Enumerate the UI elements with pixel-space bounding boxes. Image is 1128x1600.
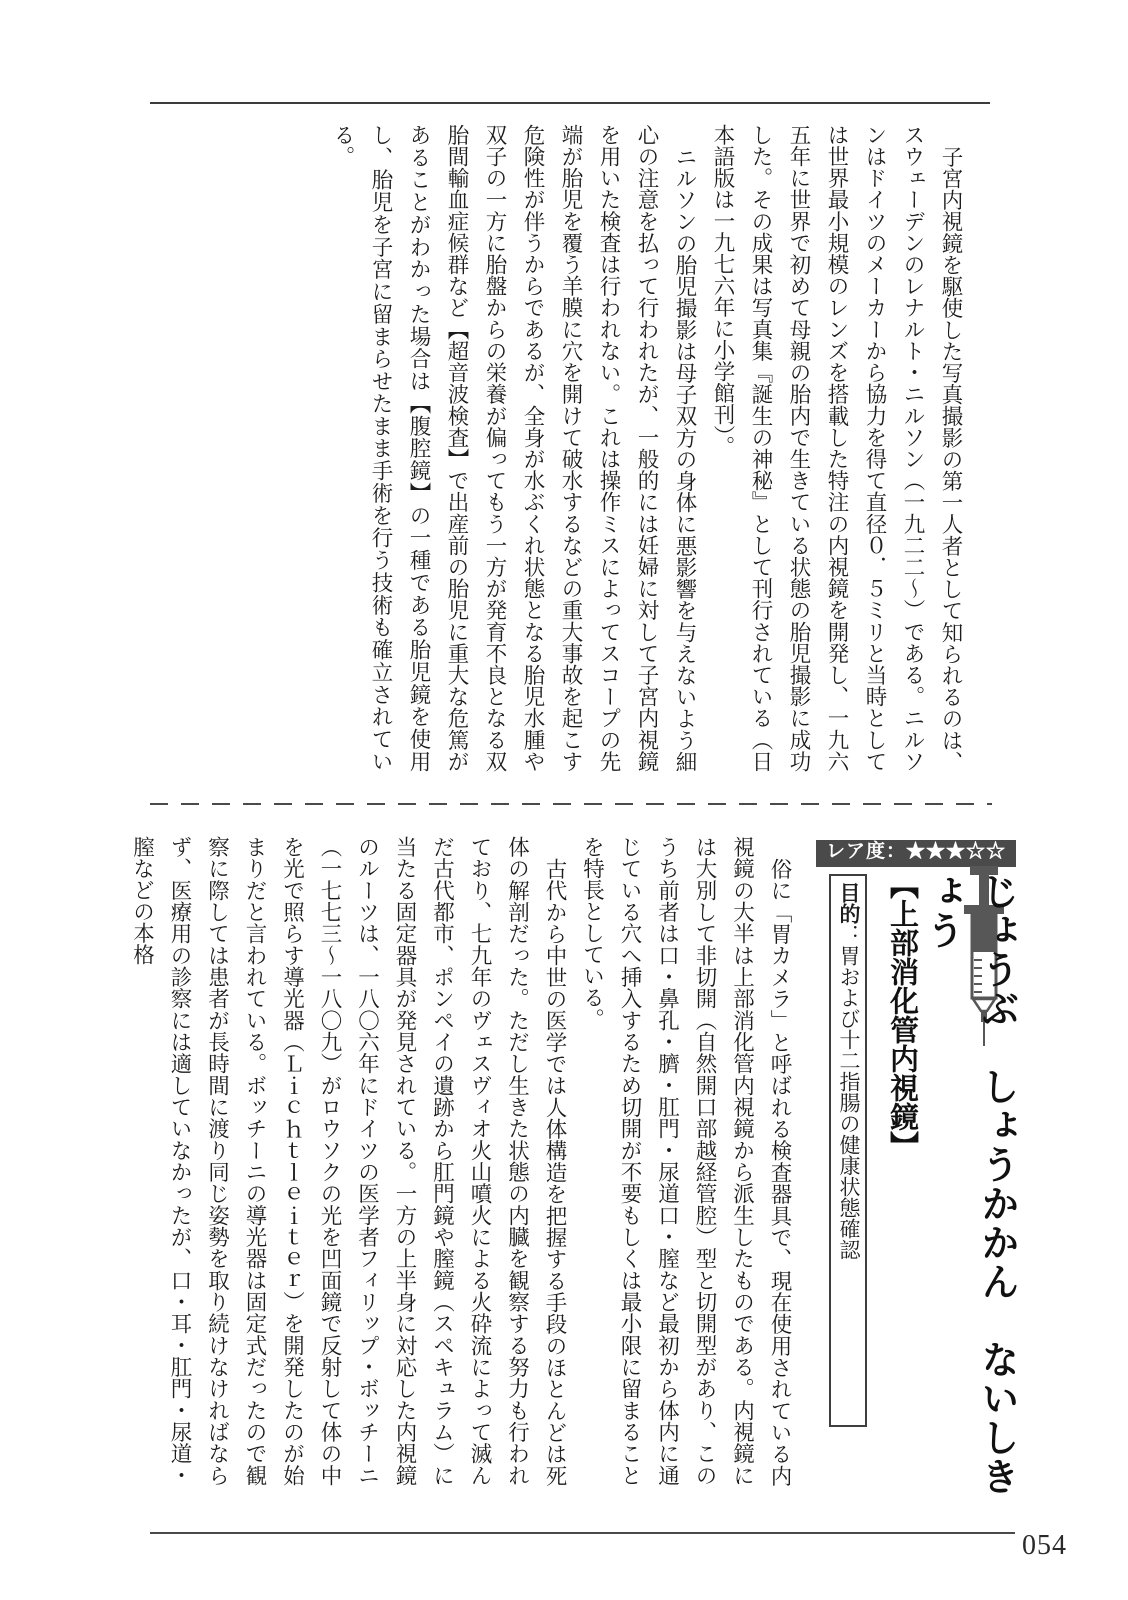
entry-paragraph: 古代から中世の医学では人体構造を把握する手段のほとんどは死体の解剖だった。ただし生きた状態の内臓を観察する努力も行われており、七九年のヴェスヴィオ火山噴火による火砕流によって滅んだ古代都市、ポンペイの遺跡から肛門鏡や膣鏡（スペキュラム）に当たる固定器具が発見されている。一方の上半身に対応した内視鏡のルーツは、一八〇六年にドイツの医学者フィリップ・ボッチーニ（一七七三〜一八〇九）がロウソクの光を凹面鏡で反射して体の中を光で照らす導光器（Ｌｉｃｈｔｌｅｉｔｅｒ）を開発したのが始まりだと言われている。ボッチーニの導光器は固定式だったので観察に際しては患者が長時間に渡り同じ姿勢を取り続けなければならず、医療用の診察には適していなかったが、口・耳・肛門・尿道・膣などの本格 — [130, 836, 567, 1487]
section-divider — [150, 803, 992, 805]
uterine-endoscope-article — [331, 124, 970, 773]
top-rule — [150, 102, 990, 104]
entry-title-kanji: 【上部消化管内視鏡】 — [886, 870, 918, 1160]
footer-rule — [150, 1532, 1015, 1534]
entry-body — [130, 836, 798, 1487]
purpose-label: 目的 — [837, 882, 860, 924]
page-number: 054 — [1022, 1530, 1067, 1561]
rarity-label: レア度：★★★☆☆ — [826, 841, 1007, 862]
purpose-text: ：胃および十二指腸の健康状態確認 — [837, 924, 860, 1260]
rarity-badge — [816, 840, 1016, 867]
article-paragraph: 子宮内視鏡を駆使した写真撮影の第一人者として知られるのは、スウェーデンのレナルト・ニルソン（一九二二〜）である。ニルソンはドイツのメーカーから協力を得て直径０．５ミリと当時としては世界最小規模のレンズを搭載した特注の内視鏡を開発し、一九六五年に世界で初めて母親の胎内で生きている状態の胎児撮影に成功した。その成果は写真集『誕生の神秘』として刊行されている（日本語版は一九七六年に小学館刊）。 — [711, 124, 963, 772]
entry-paragraph: 俗に「胃カメラ」と呼ばれる検査器具で、現在使用されている内視鏡の大半は上部消化管内視鏡から派生したものである。内視鏡には大別して非切開（自然開口部越経管腔）型と切開型があり、このうち前者は口・鼻孔・臍・肛門・尿道口・膣など最初から体内に通じている穴へ挿入するため切開が不要もしくは最小限に留まることを特長としている。 — [580, 836, 792, 1487]
article-paragraph: ニルソンの胎児撮影は母子双方の身体に悪影響を与えないよう細心の注意を払って行われたが、一般的には妊婦に対して子宮内視鏡を用いた検査は行われない。これは操作ミスによってスコープの先端が胎児を覆う羊膜に穴を開けて破水するなどの重大事故を起こす危険性が伴うからであるが、全身が水ぶくれ状態となる胎児水腫や双子の一方に胎盤からの栄養が偏ってもう一方が発育不良となる双胎間輸血症候群など【超音波検査】で出産前の胎児に重大な危篤があることがわかった場合は【腹腔鏡】の一種である胎児鏡を使用し、胎児を子宮に留まらせたまま手術を行う技術も確立されている。 — [331, 124, 697, 773]
purpose-box — [829, 874, 867, 1427]
entry-title-reading: じょうぶ しょうかかん ないしきょう — [920, 872, 1017, 1496]
